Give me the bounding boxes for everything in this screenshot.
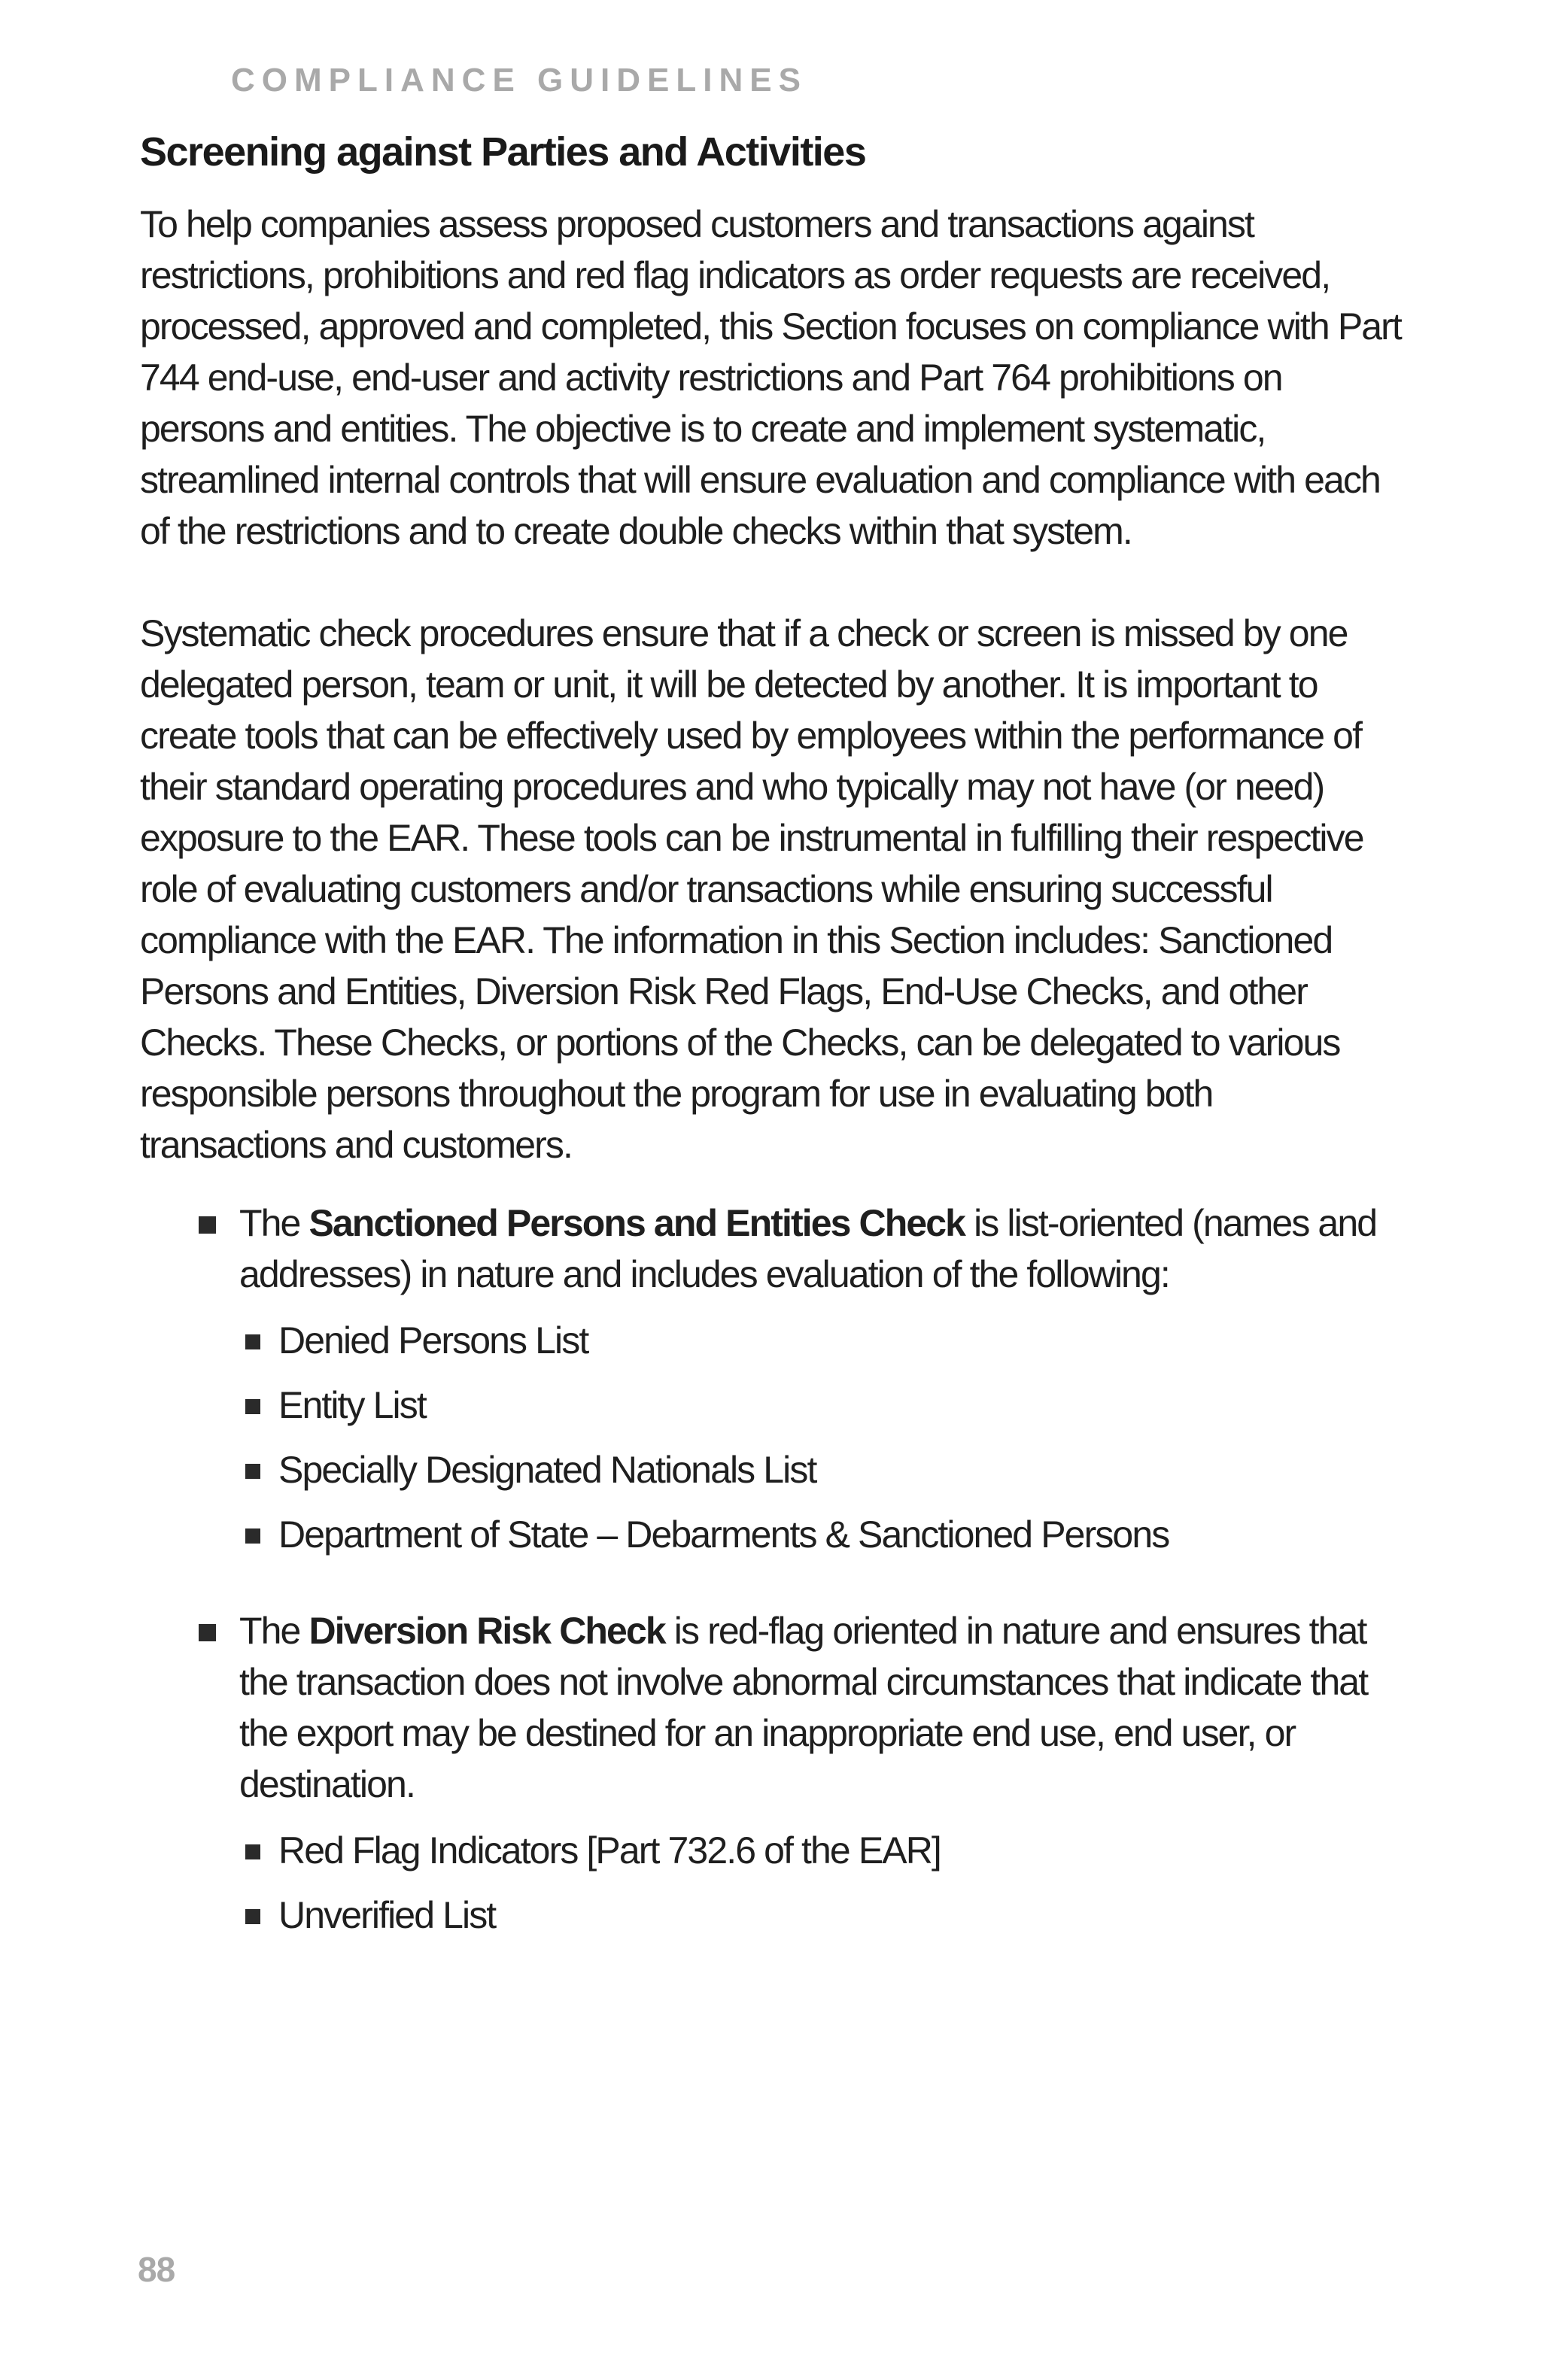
square-bullet-icon <box>245 1399 260 1414</box>
bullet-prefix: The <box>239 1610 309 1652</box>
bullet-bold-term: Diversion Risk Check <box>309 1610 665 1652</box>
page-number: 88 <box>138 2250 175 2289</box>
list-item-diversion-risk-check <box>140 1605 1404 1941</box>
sub-list-item-text: Specially Designated Nationals List <box>278 1449 816 1491</box>
square-bullet-icon <box>245 1334 260 1349</box>
square-bullet-icon <box>245 1844 260 1859</box>
body-paragraph: To help companies assess proposed customers and transactions against restrictions, prohibitions and red flag indicators as order requests are received, processed, approved and completed, this Section focuses on compliance with Part 744 end-use, end-user and activity restrictions and Part 764 prohibitions on persons and entities. The objective is to create and implement systematic, streamlined internal controls that will ensure evaluation and compliance with each of the restrictions and to create double checks within that system. <box>140 203 1401 552</box>
check-list <box>140 1198 1404 1941</box>
sub-list-item <box>239 1825 1404 1876</box>
sub-list-item-text: Unverified List <box>278 1894 496 1936</box>
square-bullet-icon <box>245 1464 260 1479</box>
sub-list-item-text: Entity List <box>278 1384 426 1426</box>
bullet-text: is list-oriented (names and addresses) in nature and includes evaluation of the following: <box>239 1202 1377 1295</box>
body-paragraph: Systematic check procedures ensure that if a check or screen is missed by one delegated person, team or unit, it will be detected by another. It is important to create tools that can be effectively used by employees within the performance of their standard operating procedures and who typically may not have (or need) exposure to the EAR. These tools can be instrumental in fulfilling their respective role of evaluating customers and/or transactions while ensuring successful compliance with the EAR. The information in this Section includes: Sanctioned Persons and Entities, Diversion Risk Red Flags, End-Use Checks, and other Checks. These Checks, or portions of the Checks, can be delegated to various responsible persons throughout the program for use in evaluating both transactions and customers. <box>140 612 1363 1166</box>
sub-list-item <box>239 1890 1404 1941</box>
sub-list-item-text: Department of State – Debarments & Sanctioned Persons <box>278 1513 1169 1556</box>
bullet-bold-term: Sanctioned Persons and Entities Check <box>309 1202 965 1244</box>
square-bullet-icon <box>199 1216 216 1234</box>
section-title: Screening against Parties and Activities <box>140 129 866 175</box>
bullet-text: is red-flag oriented in nature and ensures that the transaction does not involve abnormal circumstances that indicate that the export may be destined for an inappropriate end use, end user, or destination. <box>239 1610 1368 1805</box>
square-bullet-icon <box>245 1528 260 1544</box>
sub-list-item-text: Red Flag Indicators [Part 732.6 of the EAR] <box>278 1829 941 1872</box>
sub-list-item <box>239 1509 1404 1560</box>
sub-list <box>239 1825 1404 1941</box>
sub-list <box>239 1315 1404 1560</box>
sub-list-item-text: Denied Persons List <box>278 1319 588 1362</box>
page-content <box>140 126 1404 1954</box>
sub-list-item <box>239 1380 1404 1431</box>
sub-list-item <box>239 1444 1404 1495</box>
square-bullet-icon <box>199 1624 216 1641</box>
square-bullet-icon <box>245 1909 260 1924</box>
running-header: COMPLIANCE GUIDELINES <box>231 62 807 99</box>
list-item-sanctioned-persons-check <box>140 1198 1404 1560</box>
sub-list-item <box>239 1315 1404 1366</box>
bullet-prefix: The <box>239 1202 309 1244</box>
